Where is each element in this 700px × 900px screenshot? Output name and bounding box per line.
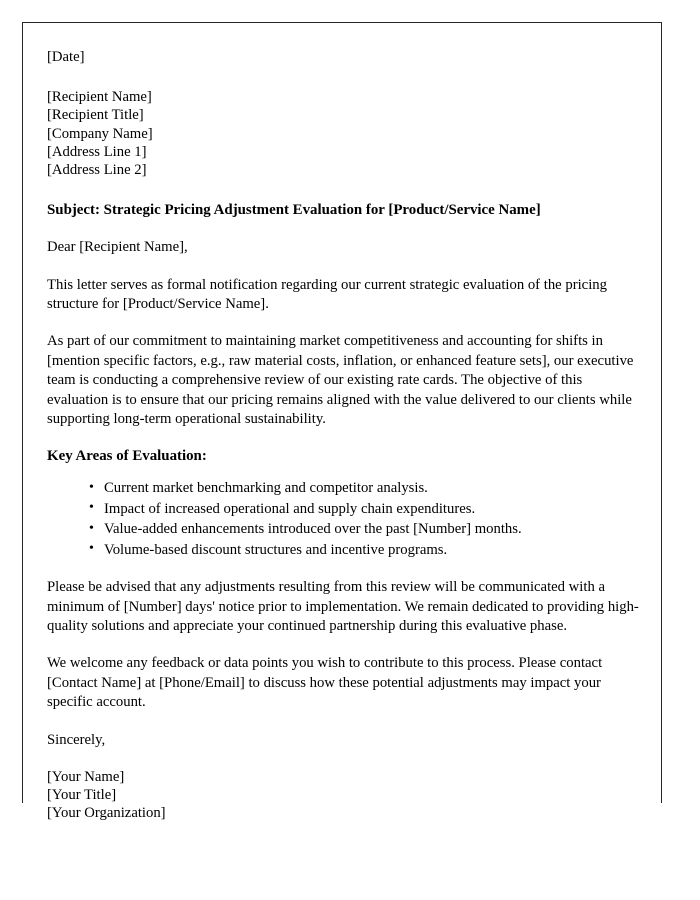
signer-organization: [Your Organization] xyxy=(47,805,166,822)
spacer xyxy=(47,66,641,88)
letter-body xyxy=(47,48,641,823)
spacer xyxy=(47,713,641,731)
signer-title: [Your Title] xyxy=(47,787,117,804)
signature-block xyxy=(47,768,641,823)
spacer xyxy=(47,429,641,447)
spacer xyxy=(47,750,641,768)
salutation: Dear [Recipient Name], xyxy=(47,239,188,256)
spacer xyxy=(47,314,641,332)
spacer xyxy=(47,560,641,578)
spacer xyxy=(47,258,641,276)
key-areas-list xyxy=(47,478,641,560)
paragraph-4: We welcome any feedback or data points you wish to contribute to this process. Please contact [Contact Name] at [Phone/Email] to discuss how these potential adjustments may impact your specific account. xyxy=(47,655,603,711)
paragraph-3: Please be advised that any adjustments resulting from this review will be communicated with a minimum of [Number] days' notice prior to implementation. We remain dedicated to providing high-quality solutions and appreciate your continued partnership during this evaluative phase. xyxy=(47,579,639,634)
spacer xyxy=(47,466,641,478)
company-name: [Company Name] xyxy=(47,125,153,142)
paragraph-2: As part of our commitment to maintaining market competitiveness and accounting for shifts in [mention specific factors, e.g., raw material costs, inflation, or enhanced feature sets], our executive team is conducting a comprehensive review of our existing rate cards. The objective of this evaluation is to ensure that our pricing remains aligned with the value delivered to our clients while supporting long-term operational sustainability. xyxy=(47,333,634,428)
list-item: • Impact of increased operational and supply chain expenditures. xyxy=(89,499,641,519)
address-line-1: [Address Line 1] xyxy=(47,143,147,160)
spacer xyxy=(47,179,641,201)
signer-name: [Your Name] xyxy=(47,768,125,785)
recipient-address-block xyxy=(47,88,641,179)
key-areas-heading: Key Areas of Evaluation: xyxy=(47,448,207,465)
list-item: • Value-added enhancements introduced over the past [Number] months. xyxy=(89,519,641,539)
paragraph-1: This letter serves as formal notification regarding our current strategic evaluation of the pricing structure for [Product/Service Name]. xyxy=(47,276,607,313)
list-item: • Current market benchmarking and competitor analysis. xyxy=(89,478,641,498)
letter-date: [Date] xyxy=(47,49,85,65)
spacer xyxy=(47,220,641,238)
spacer xyxy=(47,636,641,654)
document-page xyxy=(22,22,662,822)
subject-line: Subject: Strategic Pricing Adjustment Evaluation for [Product/Service Name] xyxy=(47,202,541,219)
address-line-2: [Address Line 2] xyxy=(47,162,147,179)
recipient-title: [Recipient Title] xyxy=(47,107,144,124)
recipient-name: [Recipient Name] xyxy=(47,89,152,106)
closing-salutation: Sincerely, xyxy=(47,731,106,748)
list-item: • Volume-based discount structures and incentive programs. xyxy=(89,540,641,560)
